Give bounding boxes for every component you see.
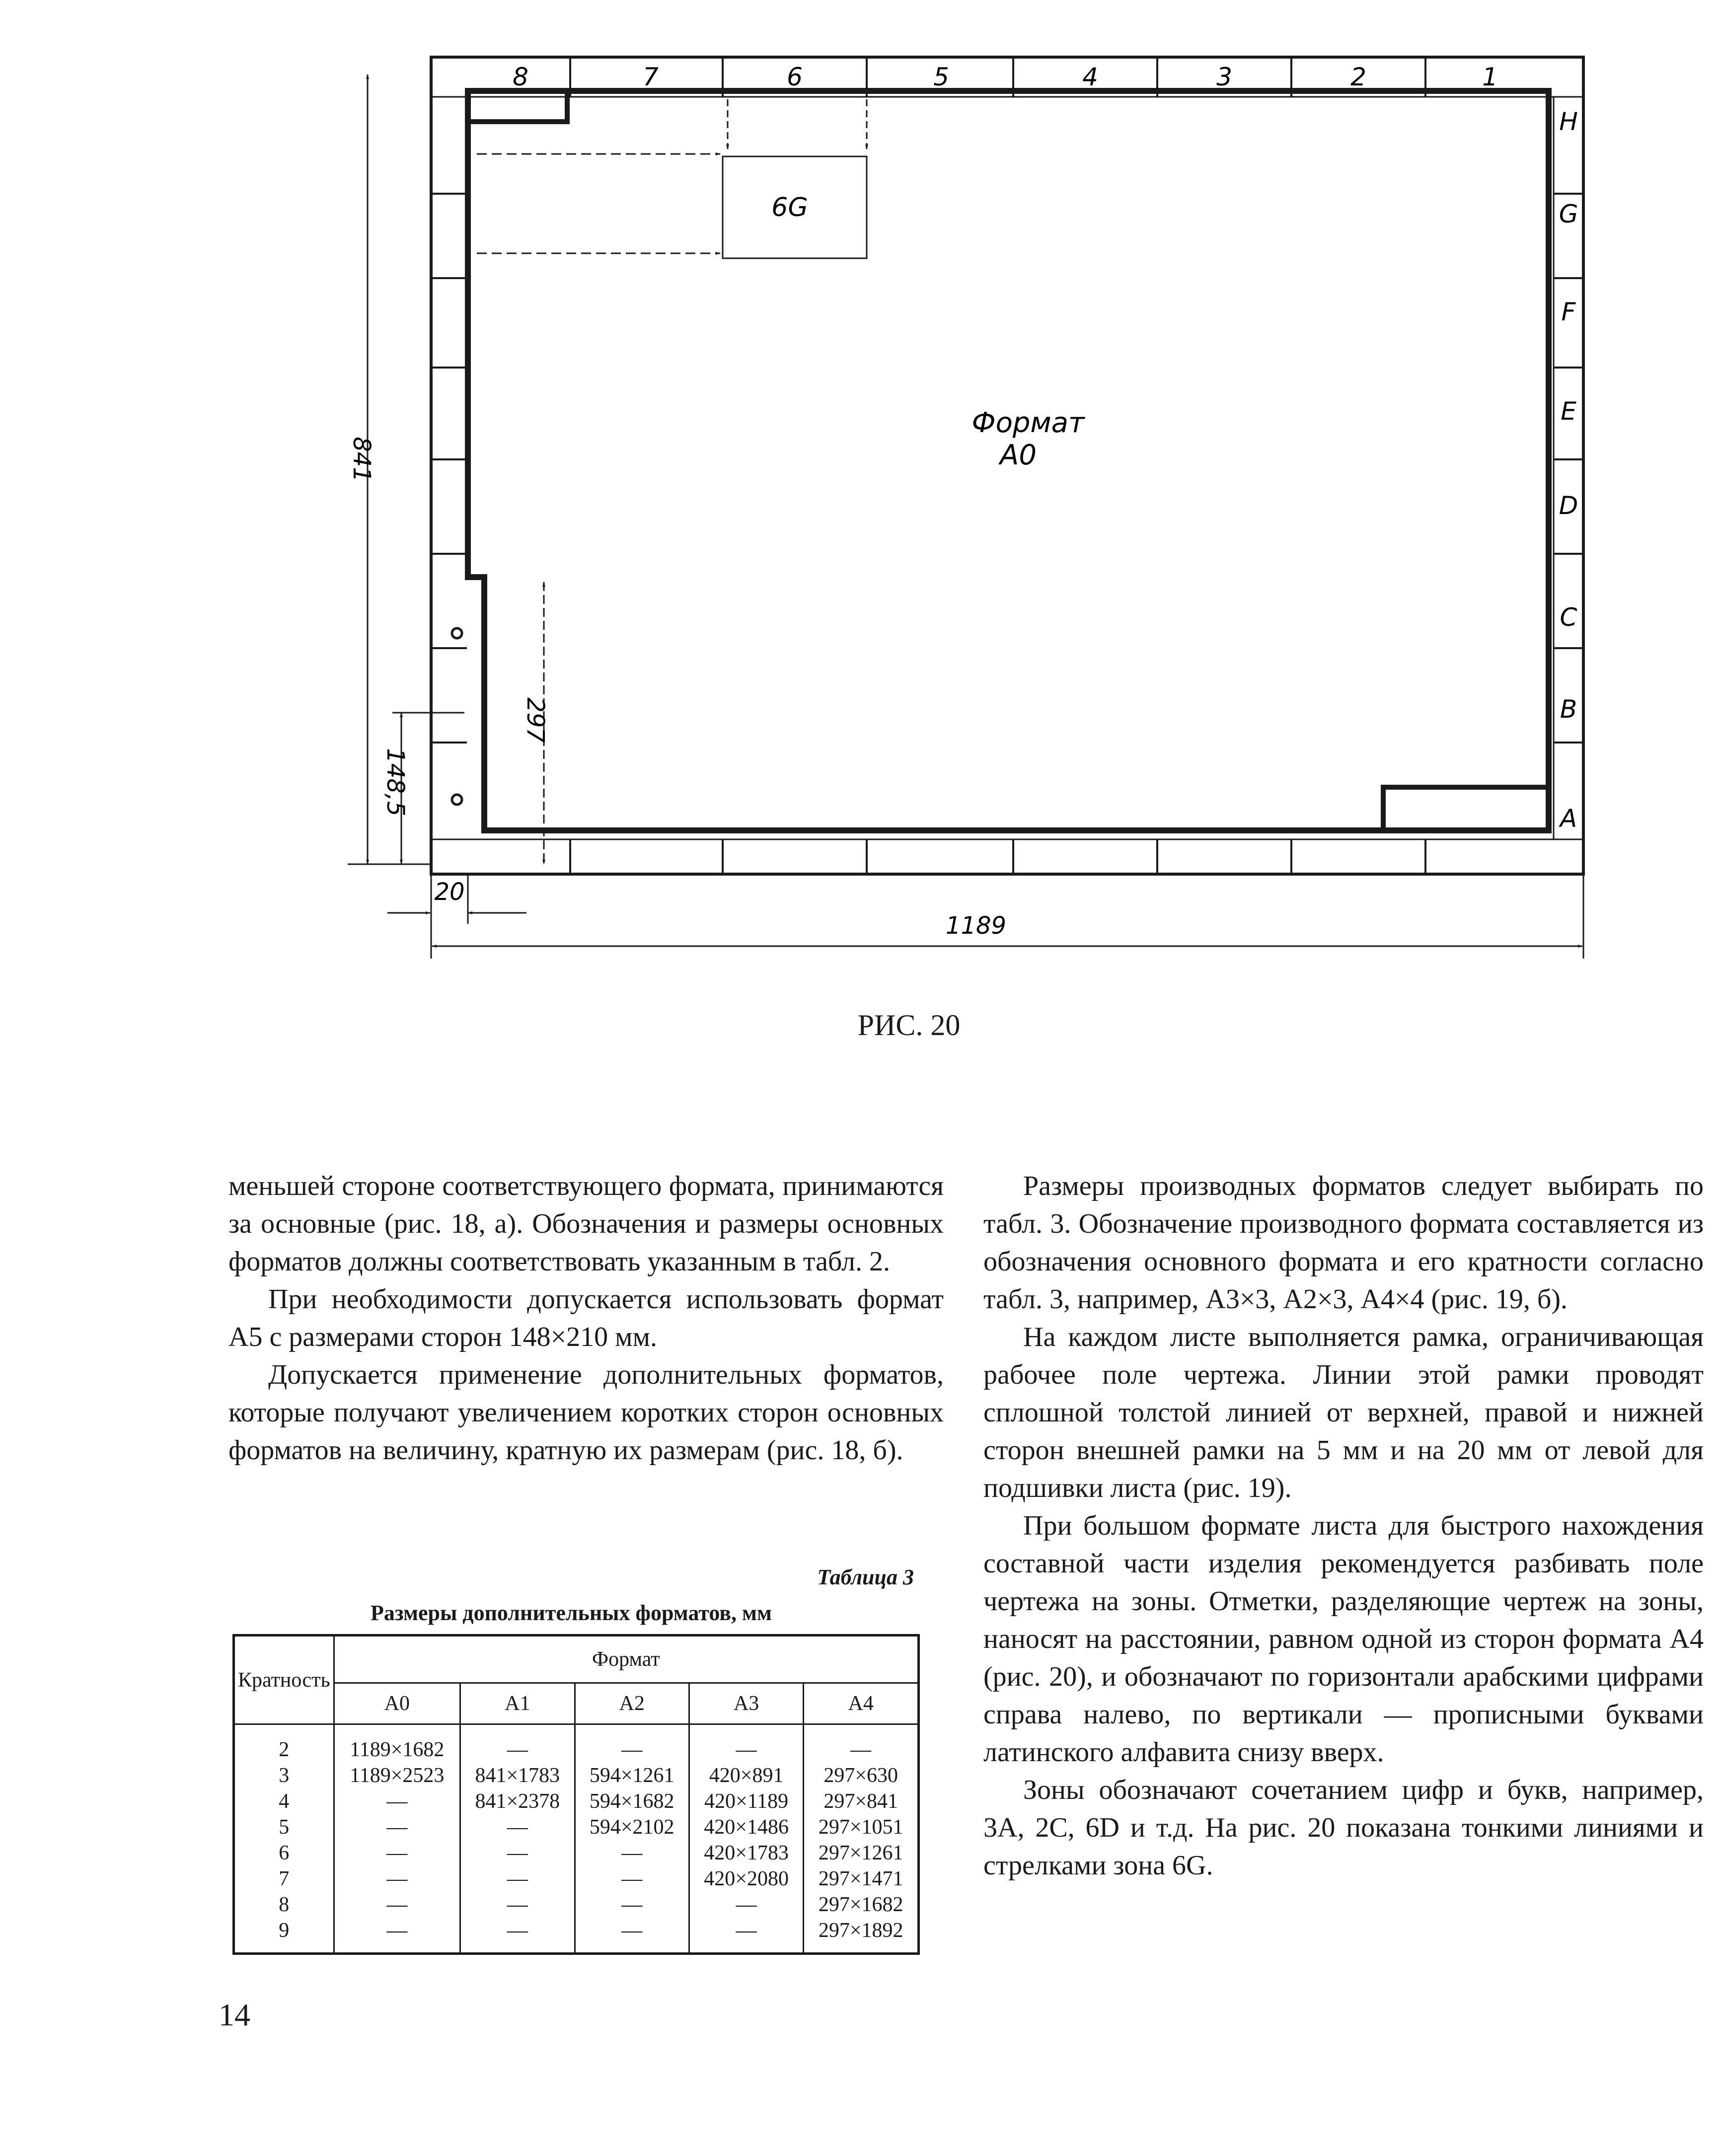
format-cell-a3: — bbox=[689, 1724, 803, 1763]
format-cell-a0: 1189×2523 bbox=[334, 1763, 460, 1788]
header-multiplicity: Кратность bbox=[234, 1636, 334, 1724]
header-a2: А2 bbox=[575, 1683, 689, 1724]
format-cell-a4: 297×1051 bbox=[804, 1814, 919, 1840]
row-letter-e: E bbox=[1561, 397, 1576, 426]
column-number-2: 2 bbox=[1350, 63, 1366, 91]
multiplicity-cell: 8 bbox=[234, 1892, 334, 1918]
table-title: Размеры дополнительных форматов, мм bbox=[371, 1601, 772, 1625]
page-number: 14 bbox=[219, 1997, 250, 2032]
format-cell-a1: 841×1783 bbox=[460, 1763, 575, 1788]
format-cell-a2: — bbox=[575, 1918, 689, 1954]
column-number-8: 8 bbox=[513, 63, 528, 91]
column-number-1: 1 bbox=[1482, 63, 1498, 91]
header-format: Формат bbox=[334, 1636, 918, 1683]
table-row bbox=[234, 1814, 919, 1840]
format-cell-a3: 420×1783 bbox=[689, 1840, 803, 1866]
table-label: Таблица 3 bbox=[817, 1565, 914, 1589]
format-cell-a2: 594×2102 bbox=[575, 1814, 689, 1840]
formats-table-body bbox=[234, 1724, 919, 1954]
format-cell-a2: — bbox=[575, 1840, 689, 1866]
table-row bbox=[234, 1840, 919, 1866]
column-number-5: 5 bbox=[933, 63, 949, 91]
format-cell-a4: — bbox=[804, 1724, 919, 1763]
top-left-box bbox=[468, 91, 567, 122]
format-cell-a1: — bbox=[460, 1840, 575, 1866]
format-cell-a3: 420×2080 bbox=[689, 1866, 803, 1892]
header-a4: А4 bbox=[804, 1683, 919, 1724]
row-letter-d: D bbox=[1559, 491, 1578, 520]
format-cell-a3: 420×1486 bbox=[689, 1814, 803, 1840]
right-paragraph-1: Размеры производных форматов следует выбирать по табл. 3. Обозначение производного формата составляется из обозначения основного формата и его кратности согласно табл. 3, например, А3×3, А2×3, А4×4 (рис. 19, б). bbox=[983, 1171, 1704, 1315]
table-row bbox=[234, 1788, 919, 1814]
row-letter-f: F bbox=[1561, 297, 1576, 326]
format-cell-a0: — bbox=[334, 1892, 460, 1918]
right-text-column bbox=[983, 1167, 1704, 1884]
format-cell-a3: 420×891 bbox=[689, 1763, 803, 1788]
column-number-6: 6 bbox=[787, 63, 803, 91]
dim-height-841: 841 bbox=[348, 437, 375, 482]
bottom-zone-strip bbox=[431, 839, 1583, 874]
format-cell-a2: — bbox=[575, 1866, 689, 1892]
format-cell-a3: — bbox=[689, 1892, 803, 1918]
table-row bbox=[234, 1724, 919, 1763]
header-a3: А3 bbox=[689, 1683, 803, 1724]
binding-hole-upper bbox=[452, 628, 462, 638]
format-cell-a0: — bbox=[334, 1866, 460, 1892]
format-cell-a1: — bbox=[460, 1866, 575, 1892]
format-cell-a2: 594×1682 bbox=[575, 1788, 689, 1814]
table-row bbox=[234, 1892, 919, 1918]
dimension-lines bbox=[348, 74, 1583, 959]
right-paragraph-2: На каждом листе выполняется рамка, ограничивающая рабочее поле чертежа. Линии этой рамки проводят сплошной толстой линией от верхней, правой и нижней сторон внешней рамки на 5 мм и на 20 мм от левой для подшивки листа (рис. 19). bbox=[983, 1322, 1704, 1503]
column-number-4: 4 bbox=[1082, 63, 1098, 91]
row-letter-a: A bbox=[1560, 804, 1577, 833]
multiplicity-cell: 2 bbox=[234, 1724, 334, 1763]
header-a1: А1 bbox=[460, 1683, 575, 1724]
row-letter-b: B bbox=[1560, 695, 1577, 724]
format-cell-a1: — bbox=[460, 1814, 575, 1840]
format-cell-a2: — bbox=[575, 1892, 689, 1918]
format-cell-a1: 841×2378 bbox=[460, 1788, 575, 1814]
format-cell-a4: 297×1682 bbox=[804, 1892, 919, 1918]
left-paragraph-1: меньшей стороне соответствующего формата, принимаются за основные (рис. 18, а). Обозначения и размеры основных форматов должны соответствовать указанным в табл. 2. bbox=[228, 1171, 944, 1277]
format-cell-a1: — bbox=[460, 1892, 575, 1918]
table-row bbox=[234, 1866, 919, 1892]
right-paragraph-4: Зоны обозначают сочетанием цифр и букв, например, 3А, 2С, 6D и т.д. На рис. 20 показана тонкими линиями и стрелками зона 6G. bbox=[983, 1775, 1704, 1881]
column-number-7: 7 bbox=[643, 63, 659, 91]
left-binding-strip bbox=[431, 194, 467, 743]
dim-a4-297: 297 bbox=[522, 697, 549, 743]
format-cell-a0: — bbox=[334, 1918, 460, 1954]
multiplicity-cell: 9 bbox=[234, 1918, 334, 1954]
binding-hole-lower bbox=[452, 795, 462, 805]
header-a0: А0 bbox=[334, 1683, 460, 1724]
table-row bbox=[234, 1918, 919, 1954]
dim-margin-20: 20 bbox=[434, 878, 465, 906]
left-text-column bbox=[228, 1167, 944, 1469]
format-cell-a0: 1189×1682 bbox=[334, 1724, 460, 1763]
format-cell-a3: — bbox=[689, 1918, 803, 1954]
dim-width-1189: 1189 bbox=[945, 912, 1007, 940]
table-row bbox=[234, 1763, 919, 1788]
multiplicity-cell: 7 bbox=[234, 1866, 334, 1892]
column-number-3: 3 bbox=[1216, 63, 1232, 91]
left-paragraph-2: При необходимости допускается использовать формат А5 с размерами сторон 148×210 мм. bbox=[228, 1284, 944, 1352]
multiplicity-cell: 3 bbox=[234, 1763, 334, 1788]
format-cell-a4: 297×841 bbox=[804, 1788, 919, 1814]
figure-caption: РИС. 20 bbox=[857, 1009, 961, 1041]
format-cell-a1: — bbox=[460, 1918, 575, 1954]
format-cell-a0: — bbox=[334, 1840, 460, 1866]
format-cell-a4: 297×1261 bbox=[804, 1840, 919, 1866]
format-cell-a4: 297×630 bbox=[804, 1763, 919, 1788]
format-cell-a3: 420×1189 bbox=[689, 1788, 803, 1814]
multiplicity-cell: 4 bbox=[234, 1788, 334, 1814]
format-cell-a2: — bbox=[575, 1724, 689, 1763]
format-cell-a0: — bbox=[334, 1788, 460, 1814]
zone-label: 6G bbox=[771, 193, 808, 223]
title-block-box bbox=[1383, 787, 1549, 830]
right-paragraph-3: При большом формате листа для быстрого нахождения составной части изделия рекомендуется разбивать поле чертежа на зоны. Отметки, разделяющие чертеж на зоны, наносят на расстоянии, равном одной из сторон формата А4 (рис. 20), и обозначают по горизонтали арабскими цифрами справа налево, по вертикали — прописными буквами латинского алфавита снизу вверх. bbox=[983, 1510, 1704, 1768]
row-letter-h: H bbox=[1559, 107, 1578, 136]
row-letter-g: G bbox=[1559, 200, 1578, 228]
format-cell-a0: — bbox=[334, 1814, 460, 1840]
multiplicity-cell: 6 bbox=[234, 1840, 334, 1866]
format-cell-a2: 594×1261 bbox=[575, 1763, 689, 1788]
row-letter-c: C bbox=[1560, 603, 1577, 632]
multiplicity-cell: 5 bbox=[234, 1814, 334, 1840]
dim-half-148-5: 148,5 bbox=[381, 748, 409, 817]
format-label-line1: Формат bbox=[972, 407, 1085, 439]
formats-table bbox=[232, 1634, 920, 1955]
format-cell-a1: — bbox=[460, 1724, 575, 1763]
format-cell-a4: 297×1471 bbox=[804, 1866, 919, 1892]
format-cell-a4: 297×1892 bbox=[804, 1918, 919, 1954]
format-label-line2: A0 bbox=[1000, 439, 1037, 471]
left-paragraph-3: Допускается применение дополнительных форматов, которые получают увеличением коротких сторон основных форматов на величину, кратную их размерам (рис. 18, б). bbox=[228, 1359, 944, 1466]
